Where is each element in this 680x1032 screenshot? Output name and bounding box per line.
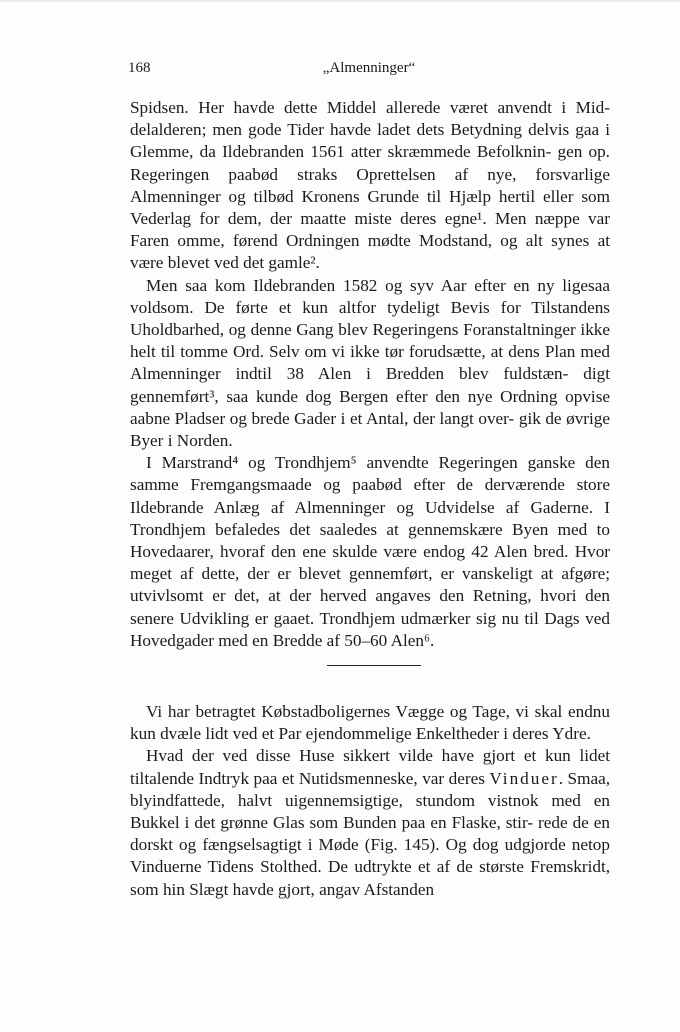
section-divider (327, 665, 421, 666)
section-1-text (130, 97, 610, 652)
text-line: afgøre; utvivlsomt er det, at der herved angaves den Retning, (130, 564, 610, 606)
text-line: være blevet ved det gamle². (130, 253, 320, 273)
text-line: nu til Dags ved Hovedgader med en Bredde af 50–60 Alen⁶. (130, 608, 610, 650)
text-line: Hvad der ved disse Huse sikkert vilde have gjort et kun lidet (146, 746, 610, 766)
punctuation: . (558, 768, 564, 788)
text-line: endnu kun dvæle lidt ved et Par ejendommelige Enkeltheder i (130, 702, 610, 744)
text-line: voldsom. De førte et kun altfor tydeligt Bevis for Tilstandens (130, 297, 610, 317)
page-header (128, 60, 610, 84)
text-line: digt gennemført³, saa kunde dog Bergen efter den nye Ordning (130, 364, 610, 406)
text-line: Smaa, blyindfattede, halvt uigennemsigtige, stundom vistnok med (130, 768, 611, 810)
text-line: Plan med Almenninger indtil 38 Alen i Bredden blev fuldstæn- (130, 342, 611, 384)
paragraph-3 (130, 452, 610, 652)
text-line: Almenninger og tilbød Kronens Grunde til Hjælp hertil eller som (130, 186, 610, 206)
text-line: gik de øvrige Byer i Norden. (130, 408, 611, 451)
page-number: 168 (128, 60, 151, 76)
text-line: Vederlag for dem, der maatte miste deres egne¹. Men næppe var (130, 209, 610, 229)
paragraph-2 (130, 275, 610, 453)
paragraph-5 (130, 745, 610, 900)
text-line: gen op. Regeringen paabød straks Oprettelsen af nye, forsvarlige (130, 142, 610, 184)
text-line: tiltalende Indtryk paa et Nutidsmenneske, var deres (130, 768, 490, 788)
paragraph-4 (130, 701, 610, 745)
text-line: I Marstrand⁴ og Trondhjem⁵ anvendte Regeringen ganske den (146, 453, 610, 473)
text-line: Hvor meget af dette, der er blevet gennemført, er vanskeligt at (130, 542, 611, 584)
text-line: gaa i Glemme, da Ildebranden 1561 atter skræmmede Befolknin- (130, 120, 610, 162)
text-line: Spidsen. Her havde dette Middel allerede været anvendt i Mid- (130, 98, 610, 117)
text-line: Men saa kom Ildebranden 1582 og syv Aar efter en ny ligesaa (146, 275, 610, 295)
text-line: Faren omme, førend Ordningen mødte Modstand, og alt synes at (130, 231, 610, 251)
text-line: ikke helt til tomme Ord. Selv om vi ikke tør forudsætte, at dens (130, 320, 611, 362)
text-line: delalderen; men gode Tider havde ladet dets Betydning delvis (130, 120, 570, 140)
running-title: „Almenninger“ (322, 60, 416, 76)
text-line: største Fremskridt, som hin Slægt havde gjort, angav Afstanden (130, 857, 611, 899)
paragraph-1 (130, 97, 610, 275)
page-edge (0, 0, 680, 2)
text-line: Trondhjem befaledes det saaledes at gennemskære Byen med to (130, 519, 610, 539)
text-line: hvori den senere Udvikling er gaaet. Trondhjem udmærker sig (130, 586, 611, 628)
text-line: samme Fremgangsmaade og paabød efter de derværende store (130, 475, 610, 495)
emphasized-word: Vinduer (489, 768, 559, 788)
text-line: rede de en dorskt og fængselsagtigt i Møde (Fig. 145). Og dog (130, 813, 611, 855)
text-line: Hovedaarer, hvoraf den ene skulde være endog 42 Alen bred. (130, 542, 569, 562)
text-line: Vi har betragtet Købstadboligernes Vægge og Tage, vi skal (146, 702, 563, 721)
text-line: deres Ydre. (512, 724, 591, 744)
text-line: udgjorde netop Vinduerne Tidens Stolthed. De udtrykte et af de (130, 835, 610, 877)
text-line: Uholdbarhed, og denne Gang blev Regeringens Foranstaltninger (130, 320, 576, 340)
section-2-text (130, 701, 610, 901)
text-line: opvise aabne Pladser og brede Gader i et Antal, der langt over- (130, 386, 611, 428)
text-line: Ildebrande Anlæg af Almenninger og Udvidelse af Gaderne. I (130, 497, 610, 517)
text-line: en Bukkel i det grønne Glas som Bunden paa en Flaske, stir- (130, 790, 610, 833)
